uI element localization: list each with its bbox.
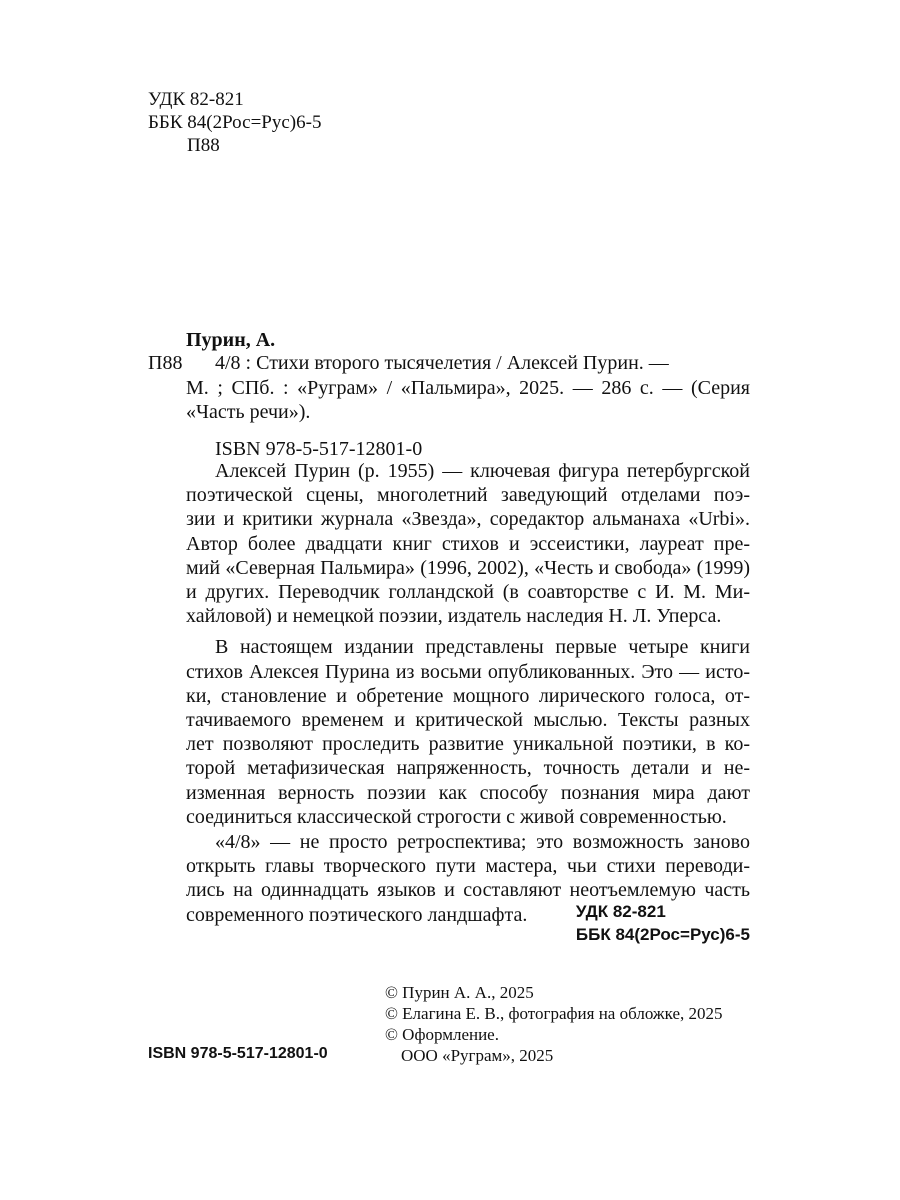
copyright-line: ООО «Руграм», 2025 [401,1046,554,1065]
catalog-card [148,351,750,425]
catalog-author: Пурин, А. [186,329,276,351]
udk-code-footer: УДК 82-821 [575,902,666,921]
udk-code: УДК 82-821 [148,89,244,110]
annotation-line: лись на одиннадцать языков и составляют неотъемлемую часть [186,879,750,902]
annotation-line: стихов Алексея Пурина из восьми опубликованных. Это — исто- [186,660,750,683]
annotation [186,459,750,927]
annotation-line: соединиться классической строгости с живой современностью. [186,805,727,828]
copyright-block [385,982,723,1066]
annotation-line: лет позволяют проследить развитие уникальной поэтики, в ко- [186,733,750,756]
classification-codes-footer [576,900,750,946]
annotation-line: торой метафизическая напряженность, точность детали и не- [186,757,750,780]
annotation-line: «4/8» — не просто ретроспектива; это возможность заново [215,831,750,854]
bbk-code: ББК 84(2Рос=Рус)6-5 [148,112,322,133]
annotation-line: зии и критики журнала «Звезда», соредактор альманаха «Urbi». [186,508,750,531]
annotation-line: Автор более двадцати книг стихов и эссеистики, лауреат пре- [186,532,750,555]
annotation-paragraph-2 [186,635,750,829]
catalog-line: «Часть речи»). [186,401,311,423]
catalog-line: 4/8 : Стихи второго тысячелетия / Алексей Пурин. — [215,352,669,374]
catalog-entry [186,351,750,425]
isbn-footer: ISBN 978-5-517-12801-0 [148,1045,328,1062]
annotation-line: тачиваемого временем и критической мыслью. Тексты разных [186,709,750,732]
annotation-line: В настоящем издании представлены первые четыре книги [215,636,750,659]
author-sign-code: П88 [187,135,220,156]
annotation-line: хайловой) и немецкой поэзии, издатель наследия Н. Л. Уперса. [186,605,722,628]
annotation-line: мий «Северная Пальмира» (1996, 2002), «Честь и свобода» (1999) [186,556,750,579]
catalog-isbn: ISBN 978-5-517-12801-0 [215,438,423,460]
copyright-line: © Пурин А. А., 2025 [385,983,534,1002]
annotation-line: и других. Переводчик голландской (в соавторстве с И. М. Ми- [186,581,750,604]
annotation-paragraph-1 [186,459,750,628]
annotation-line: открыть главы творческого пути мастера, чьи стихи переводи- [186,855,750,878]
annotation-line: ки, становление и обретение мощного лирического голоса, от- [186,684,750,707]
catalog-line: М. ; СПб. : «Руграм» / «Пальмира», 2025. — 286 с. — (Серия [186,376,750,399]
bbk-code-footer: ББК 84(2Рос=Рус)6-5 [575,925,750,944]
annotation-line: изменная верность поэзии как способу познания мира дают [186,781,750,804]
annotation-line: Алексей Пурин (р. 1955) — ключевая фигура петербургской [215,460,750,482]
classification-codes-header [148,88,321,157]
annotation-line: поэтической сцены, многолетний заведующий отделами поэ- [186,484,750,507]
copyright-line: © Оформление. [385,1025,499,1044]
copyright-line: © Елагина Е. В., фотография на обложке, 2025 [385,1004,723,1023]
catalog-author-sign: П88 [148,352,183,374]
annotation-line: современного поэтического ландшафта. [186,903,528,926]
